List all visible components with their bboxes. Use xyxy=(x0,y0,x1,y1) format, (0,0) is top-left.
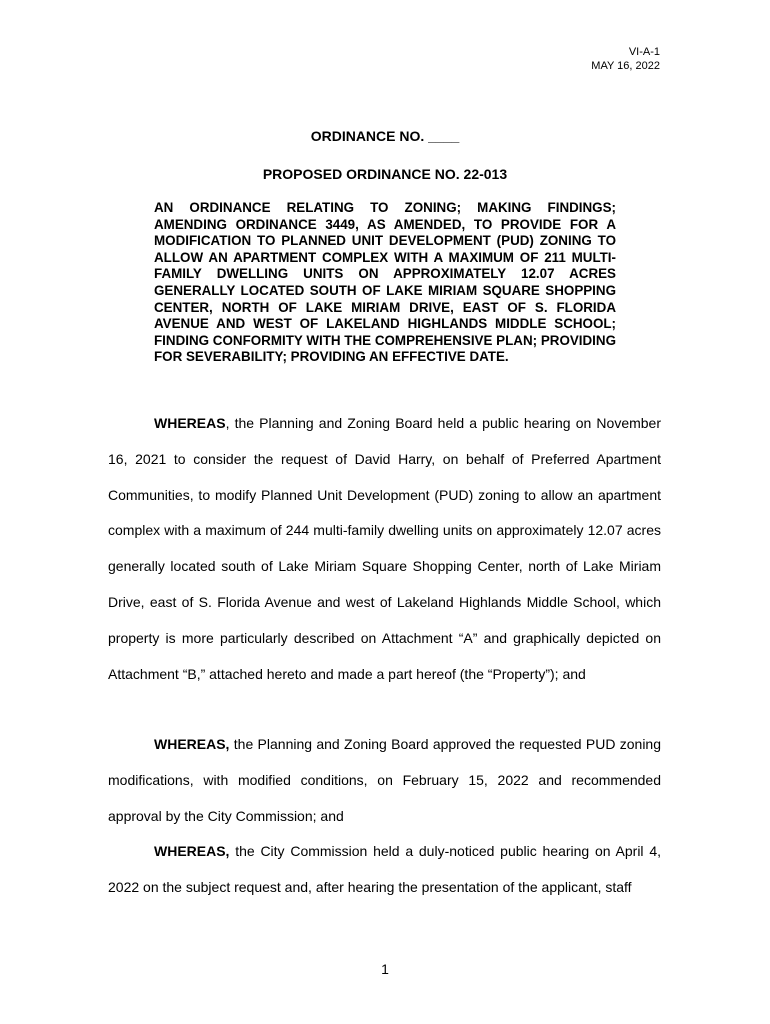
ordinance-number-heading: ORDINANCE NO. ____ xyxy=(310,128,460,144)
paragraph-text: the City Commission held a duly-noticed public hearing on April 4, 2022 on the subject request and, after hearing the presentation of the applicant, staff xyxy=(108,843,661,895)
paragraph-text: the Planning and Zoning Board approved the requested PUD zoning modifications, with modified conditions, on February 15, 2022 and recommended approval by the City Commission; and xyxy=(108,736,661,824)
proposed-ordinance-heading: PROPOSED ORDINANCE NO. 22-013 xyxy=(262,166,508,182)
page-number: 1 xyxy=(381,961,389,977)
whereas-paragraph-2 xyxy=(108,727,661,834)
whereas-lead: WHEREAS, xyxy=(154,843,230,859)
ordinance-title: AN ORDINANCE RELATING TO ZONING; MAKING FINDINGS; AMENDING ORDINANCE 3449, AS AMENDED, TO PROVIDE FOR A MODIFICATION TO PLANNED UNIT DEVELOPMENT (PUD) ZONING TO ALLOW AN APARTMENT COMPLEX WITH A MAXIMUM OF 211 MULTI-FAMILY DWELLING UNITS ON APPROXIMATELY 12.07 ACRES GENERALLY LOCATED SOUTH OF LAKE MIRIAM SQUARE SHOPPING CENTER, NORTH OF LAKE MIRIAM DRIVE, EAST OF S. FLORIDA AVENUE AND WEST OF LAKELAND HIGHLANDS MIDDLE SCHOOL; FINDING CONFORMITY WITH THE COMPREHENSIVE PLAN; PROVIDING FOR SEVERABILITY; PROVIDING AN EFFECTIVE DATE. xyxy=(154,200,616,365)
reference-code: VI-A-1 xyxy=(628,46,660,58)
whereas-paragraph-3 xyxy=(108,834,661,906)
whereas-lead: WHEREAS xyxy=(154,415,226,431)
paragraph-text: , the Planning and Zoning Board held a public hearing on November 16, 2021 to consider the request of David Harry, on behalf of Preferred Apartment Communities, to modify Planned Unit Development (PUD) zoning to allow an apartment complex with a maximum of 244 multi-family dwelling units on approximately 12.07 acres generally located south of Lake Miriam Square Shopping Center, north of Lake Miriam Drive, east of S. Florida Avenue and west of Lakeland Highlands Middle School, which property is more particularly described on Attachment “A” and graphically depicted on Attachment “B,” attached hereto and made a part hereof (the “Property”); and xyxy=(108,415,661,682)
header-date: MAY 16, 2022 xyxy=(591,60,660,72)
whereas-lead: WHEREAS, xyxy=(154,736,230,752)
document-header xyxy=(591,45,660,73)
whereas-paragraph-1 xyxy=(108,406,661,692)
